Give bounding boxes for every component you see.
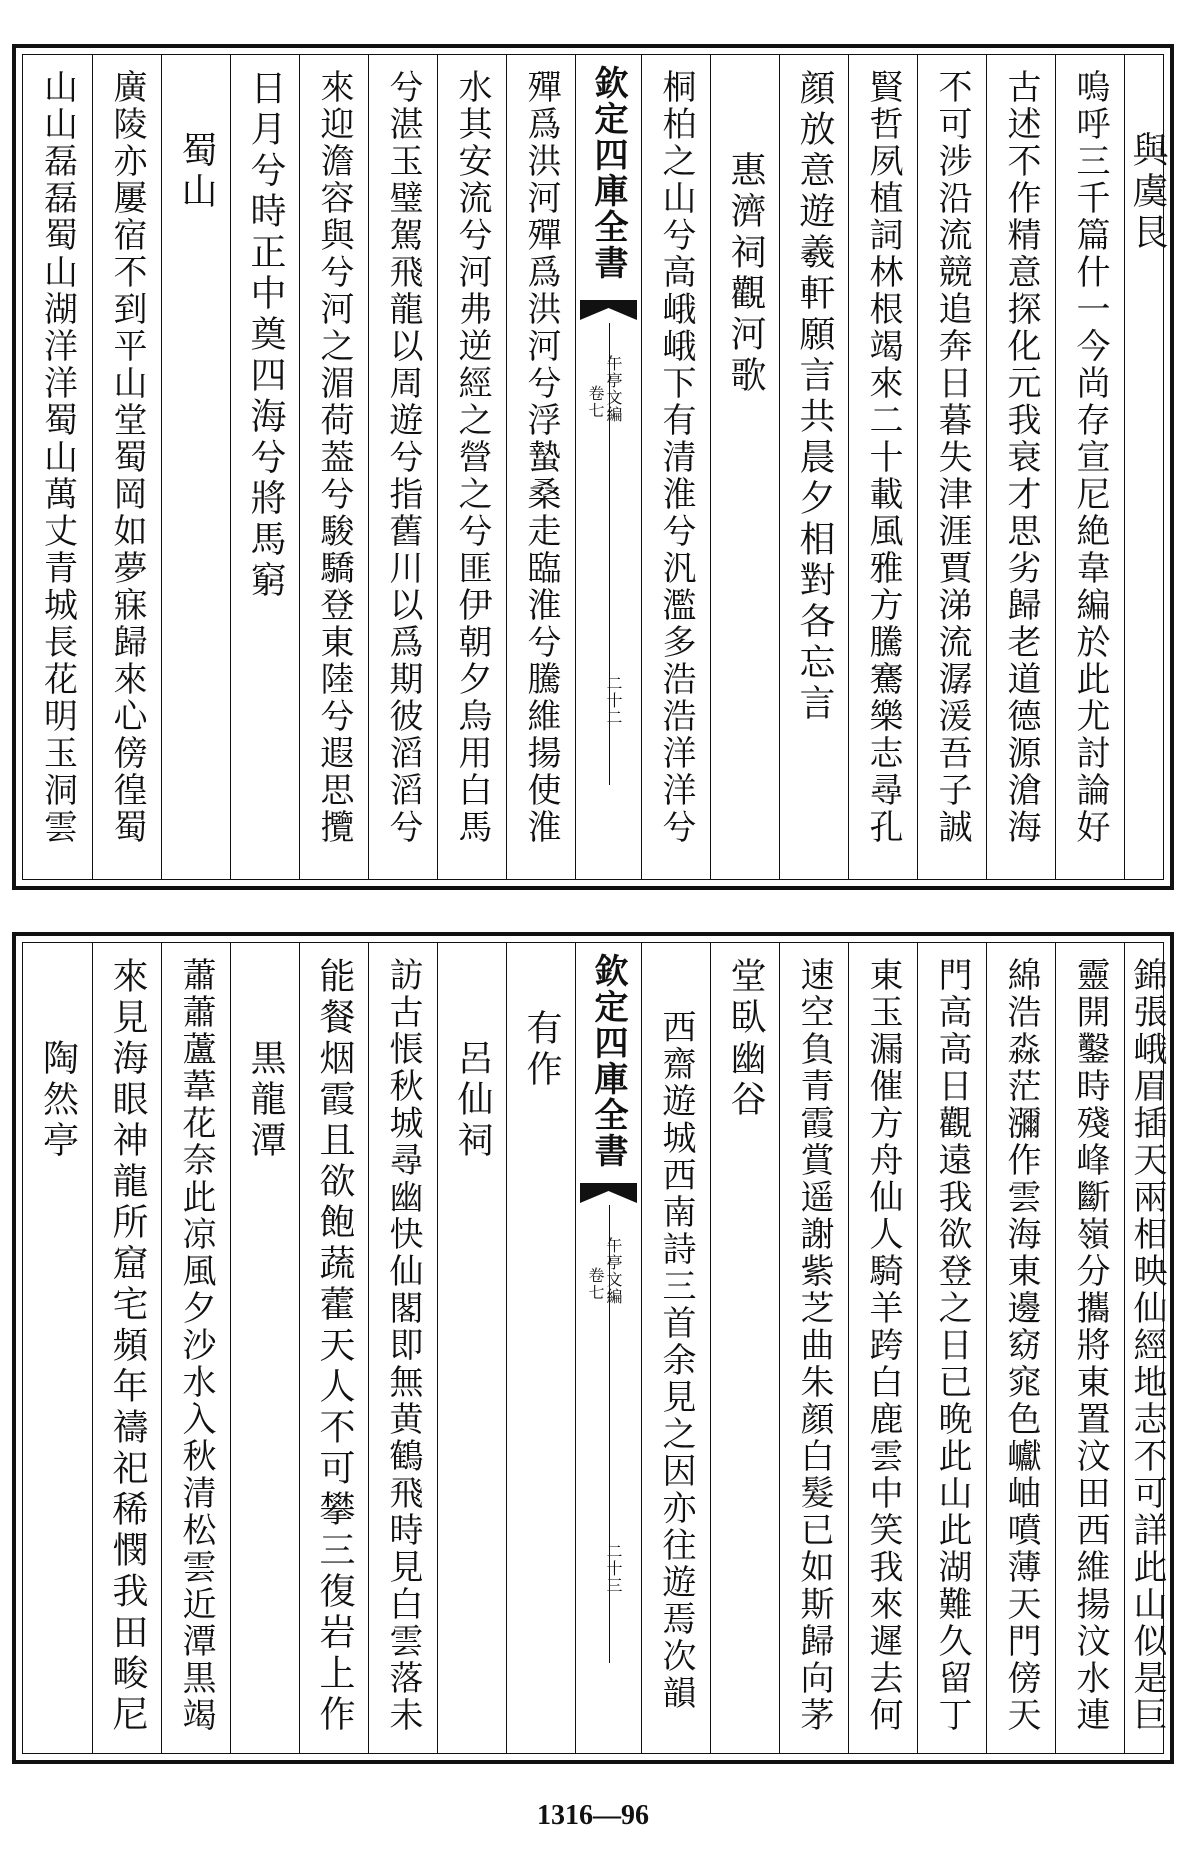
column-text: 速空負青霞賞遥謝紫芝曲朱顔白髮已如斯歸向茅 — [794, 957, 834, 1734]
page-number: 二十三 — [604, 1543, 623, 1594]
text-column — [369, 943, 438, 1753]
bottom-page-frame — [12, 932, 1174, 1764]
column-text: 兮湛玉璧駕飛龍以周遊兮指舊川以爲期彼滔滔兮 — [383, 69, 423, 846]
text-column — [1125, 55, 1169, 879]
text-column — [231, 55, 300, 879]
text-column — [1056, 55, 1125, 879]
center-fold-column — [576, 55, 642, 879]
text-column — [642, 943, 711, 1753]
text-column — [23, 55, 93, 879]
book-title: 午亭文編 — [604, 1237, 623, 1305]
fishtail-icon — [580, 1183, 637, 1203]
text-column — [23, 943, 93, 1753]
text-column — [1125, 943, 1169, 1753]
text-column — [987, 943, 1056, 1753]
fishtail-mark-upper — [580, 1183, 637, 1203]
text-column — [849, 55, 918, 879]
library-title: 欽定四庫全書 — [588, 953, 628, 1169]
book-title: 午亭文編 — [604, 355, 623, 423]
top-page-frame — [12, 44, 1174, 890]
text-column — [300, 943, 369, 1753]
text-column — [507, 943, 576, 1753]
column-text: 綿浩淼茫瀰作雲海東邊窈窕色巘岫噴薄天門傍天 — [1001, 957, 1041, 1734]
column-text: 古述不作精意探化元我衰才思劣歸老道德源滄海 — [1001, 69, 1041, 846]
column-text: 不可涉沿流競追奔日暮失津涯賈涕流潺湲吾子誠 — [932, 69, 972, 846]
text-column — [162, 55, 231, 879]
column-text: 賢哲夙植詞林根竭來二十載風雅方騰騫樂志尋孔 — [863, 69, 903, 846]
text-column — [93, 943, 162, 1753]
column-text: 錦張峨眉插天兩相映仙經地志不可詳此山似是巨 — [1127, 957, 1167, 1734]
section-heading: 呂仙祠 — [452, 1039, 493, 1162]
volume-label: 卷七 — [586, 385, 605, 419]
text-column — [987, 55, 1056, 879]
column-text: 東玉漏催方舟仙人騎羊跨白鹿雲中笑我來遲去何 — [863, 957, 903, 1734]
text-column — [438, 55, 507, 879]
top-page-inner-border — [22, 54, 1168, 880]
text-column — [780, 55, 849, 879]
column-text: 蕭蕭蘆葦花奈此凉風夕沙水入秋清松雲近潭黒竭 — [176, 957, 216, 1734]
text-column — [1056, 943, 1125, 1753]
bottom-page-inner-border — [22, 942, 1167, 1754]
text-column — [849, 943, 918, 1753]
column-text: 靈開鑿時殘峰斷嶺分攜將東置汶田西維揚汶水連 — [1070, 957, 1110, 1734]
section-heading: 黒龍潭 — [245, 1039, 286, 1162]
section-heading: 蜀山 — [176, 131, 217, 213]
text-column — [300, 55, 369, 879]
page-number: 二十二 — [604, 675, 623, 726]
library-title: 欽定四庫全書 — [588, 65, 628, 281]
column-text: 日月兮時正中奠四海兮將馬窮 — [245, 69, 286, 602]
text-column — [918, 55, 987, 879]
text-column — [438, 943, 507, 1753]
column-text: 水其安流兮河弗逆經之營之兮匪伊朝夕烏用白馬 — [452, 69, 492, 846]
text-column — [918, 943, 987, 1753]
column-text: 來迎澹容與兮河之湄荷葢兮駿驕登東陸兮遐思攬 — [314, 69, 354, 846]
text-column — [507, 55, 576, 879]
column-text: 訪古悵秋城尋幽快仙閣即無黄鶴飛時見白雲落未 — [383, 957, 423, 1734]
text-column — [780, 943, 849, 1753]
text-column — [162, 943, 231, 1753]
column-text: 有作 — [521, 1009, 562, 1091]
fishtail-mark-upper — [580, 300, 637, 320]
section-heading: 惠濟祠觀河歌 — [725, 151, 766, 397]
page-footer-number: 1316—96 — [537, 1800, 649, 1831]
column-text: 門高高日觀遠我欲登之日已晚此山此湖難久留丁 — [932, 957, 972, 1734]
column-text: 山山磊磊蜀山湖洋洋蜀山萬丈青城長花明玉洞雲 — [37, 69, 78, 846]
text-column — [711, 55, 780, 879]
column-text: 來見海眼神龍所窟宅頻年禱祀稀憫我田畯尼 — [107, 957, 148, 1736]
text-column — [642, 55, 711, 879]
column-text: 桐柏之山兮高峨峨下有清淮兮汎濫多浩浩洋洋兮 — [656, 69, 696, 846]
column-text: 殫爲洪河殫爲洪河兮浮蟄桑走臨淮兮騰維揚使淮 — [521, 69, 561, 846]
volume-label: 卷七 — [586, 1267, 605, 1301]
text-column — [93, 55, 162, 879]
column-text: 廣陵亦屢宿不到平山堂蜀岡如夢寐歸來心傍徨蜀 — [107, 69, 147, 846]
center-fold-column — [576, 943, 642, 1753]
text-column — [369, 55, 438, 879]
section-heading: 與虞艮 — [1127, 131, 1168, 254]
fishtail-icon — [580, 300, 637, 320]
text-column — [711, 943, 780, 1753]
section-heading: 陶然亭 — [37, 1039, 79, 1162]
column-text: 西齋遊城西南詩三首余見之因亦往遊焉次韻 — [656, 1009, 696, 1712]
column-text: 顔放意遊羲軒願言共晨夕相對各忘言 — [794, 69, 835, 725]
column-text: 能餐烟霞且欲飽蔬藿天人不可攀三復岩上作 — [314, 957, 355, 1736]
column-text: 堂臥幽谷 — [725, 957, 766, 1121]
text-column — [231, 943, 300, 1753]
column-text: 嗚呼三千篇什一今尚存宣尼絶韋編於此尤討論好 — [1070, 69, 1110, 846]
